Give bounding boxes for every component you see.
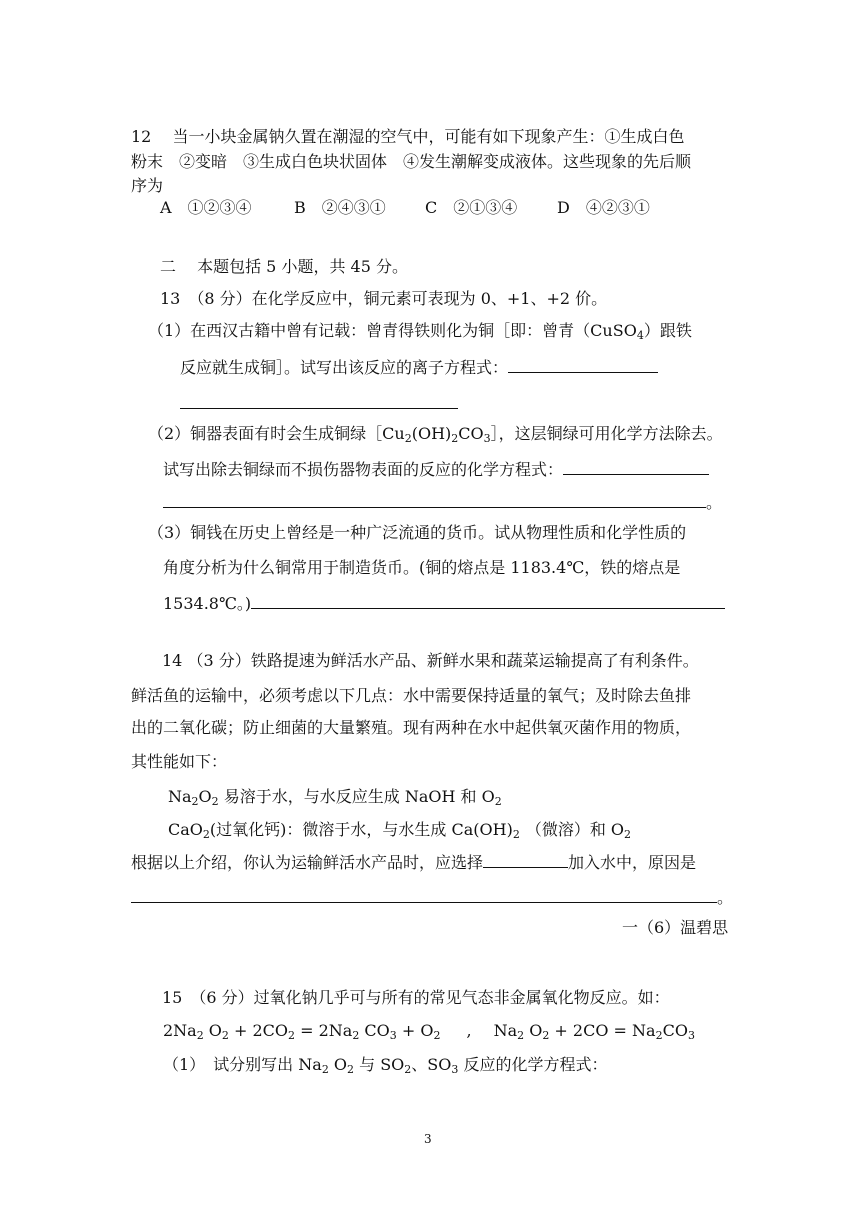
q14-line2: 鲜活鱼的运输中，必须考虑以下几点：水中需要保持适量的氧气；及时除去鱼排	[131, 686, 692, 705]
q14-cao2-property: CaO$_2$(过氧化钙)：微溶于水，与水生成 $Ca(OH)_2$ （微溶）和 $O_2$	[168, 820, 632, 841]
q12-line2: 粉末 ②变暗 ③生成白色块状固体 ④发生潮解变成液体。这些现象的先后顺	[131, 152, 692, 171]
q14-line8: 。	[131, 886, 733, 909]
q13-part1-line2: 反应就生成铜］。试写出该反应的离子方程式：	[180, 356, 658, 379]
q14-line7: 根据以上介绍，你认为运输鲜活水产品时，应选择 加入水中，原因是	[131, 853, 697, 872]
answer-blank-chem-equation[interactable]	[563, 458, 709, 475]
q14-line1: 14 （3 分）铁路提速为鲜活水产品、新鲜水果和蔬菜运输提高了有利条件。	[162, 651, 699, 670]
q13-part1-line1: （1）在西汉古籍中曾有记载：曾青得铁则化为铜［即：曾青（CuSO$_4$）跟铁	[148, 321, 692, 342]
q12-option-a: A ①②③④	[160, 198, 252, 217]
answer-blank-reason[interactable]	[131, 886, 717, 903]
q14-line3: 出的二氧化碳；防止细菌的大量繁殖。现有两种在水中起供氧灭菌作用的物质，	[131, 718, 692, 737]
q13-part2-line3: 。	[163, 491, 722, 514]
q15-part1: （1） 试分别写出 $Na_2$ $O_2$ 与 $SO_2$、$SO_3$ 反应的化学方程式：	[163, 1055, 608, 1076]
q13-part2-line1: （2）铜器表面有时会生成铜绿$[Cu_2(OH)_2CO_3]$，这层铜绿可用化学方法除去。	[148, 424, 723, 445]
section-heading: 二 本题包括 5 小题，共 45 分。	[160, 257, 408, 276]
q12-line3: 序为	[131, 176, 164, 195]
q15-equation-1: $2Na_2$ $O_2 + 2CO_2 = 2Na_2$ $CO_3 + O_2$	[163, 1021, 441, 1042]
q12-option-b: B ②④③①	[294, 198, 386, 217]
q12-option-d: D ④②③①	[557, 198, 650, 217]
answer-blank-chem-equation-cont[interactable]	[163, 491, 706, 508]
q12-options	[160, 197, 650, 219]
q13-part1-line3	[180, 392, 458, 415]
q13-part3-line2: 角度分析为什么铜常用于制造货币。(铜的熔点是 1183.4℃，铁的熔点是	[163, 558, 681, 577]
page-number: 3	[424, 1132, 432, 1146]
q13-intro: 13 （8 分）在化学反应中，铜元素可表现为 0、+1、+2 价。	[160, 289, 608, 308]
q15-equation-2: $Na_2$ $O_2 + 2CO = Na_2CO_3$	[493, 1021, 695, 1042]
answer-blank-substance[interactable]	[483, 851, 568, 868]
q12-line1: 12 当一小块金属钠久置在潮湿的空气中，可能有如下现象产生：①生成白色	[131, 127, 685, 146]
answer-blank-ionic-equation[interactable]	[508, 356, 658, 373]
q15-equations	[163, 1020, 695, 1042]
q13-part2-line2: 试写出除去铜绿而不损伤器物表面的反应的化学方程式：	[163, 458, 709, 481]
q13-part3-line3: 1534.8℃。)	[163, 592, 725, 615]
answer-blank-copper-reason[interactable]	[251, 592, 725, 609]
answer-blank-ionic-equation-cont[interactable]	[180, 392, 458, 409]
signature-note: 一（6）温碧思	[622, 918, 729, 937]
q13-part3-line1: （3）铜钱在历史上曾经是一种广泛流通的货币。试从物理性质和化学性质的	[148, 523, 687, 542]
q14-na2o2-property: $Na_2O_2$ 易溶于水，与水反应生成 NaOH 和 $O_2$	[168, 787, 502, 808]
q12-option-c: C ②①③④	[425, 198, 518, 217]
q14-line4: 其性能如下：	[131, 752, 228, 771]
q15-line1: 15 （6 分）过氧化钠几乎可与所有的常见气态非金属氧化物反应。如：	[162, 988, 670, 1007]
q15-separator: ,	[466, 1021, 472, 1040]
